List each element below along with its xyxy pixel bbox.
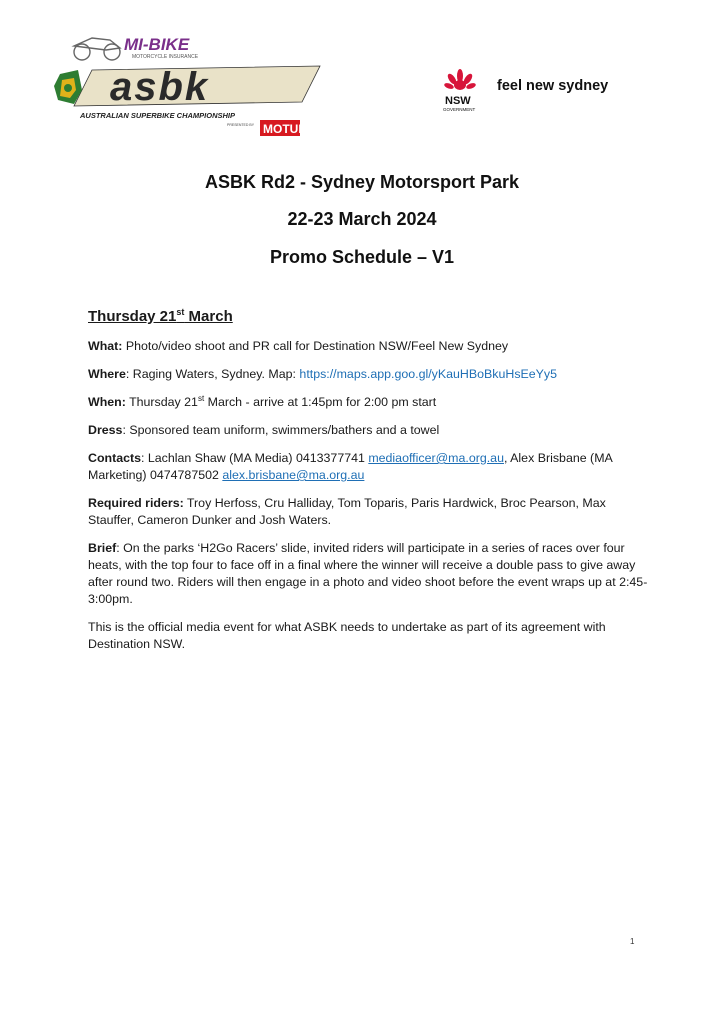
section-heading-thursday: Thursday 21st March bbox=[88, 307, 233, 325]
contacts-paragraph: Contacts: Lachlan Shaw (MA Media) 0413377741 mediaofficer@ma.org.au, Alex Brisbane (MA Marketing) 0474787502 alex.brisbane@ma.org.au bbox=[88, 451, 613, 482]
media-email-link[interactable]: mediaofficer@ma.org.au bbox=[368, 451, 504, 465]
asbk-logo bbox=[52, 30, 322, 142]
mibike-wordmark: MI-BIKE bbox=[124, 35, 190, 54]
map-link[interactable]: https://maps.app.goo.gl/yKauHBoBkuHsEeYy5 bbox=[299, 367, 558, 381]
motul-logo: MOTUL bbox=[263, 122, 306, 136]
title-schedule: Promo Schedule – V1 bbox=[269, 247, 455, 267]
what-paragraph: What: Photo/video shoot and PR call for Destination NSW/Feel New Sydney bbox=[88, 339, 509, 353]
waratah-icon bbox=[443, 69, 476, 90]
when-paragraph: When: Thursday 21st March - arrive at 1:45pm for 2:00 pm start bbox=[88, 393, 437, 409]
note-paragraph: This is the official media event for what ASBK needs to undertake as part of its agreement with Destination NSW. bbox=[88, 620, 606, 651]
asbk-tagline: AUSTRALIAN SUPERBIKE CHAMPIONSHIP bbox=[80, 111, 236, 120]
dress-paragraph: Dress: Sponsored team uniform, swimmers/bathers and a towel bbox=[88, 423, 440, 437]
schedule-content bbox=[88, 308, 648, 664]
asbk-wordmark: asbk bbox=[110, 65, 210, 109]
riders-paragraph: Required riders: Troy Herfoss, Cru Halliday, Tom Toparis, Paris Hardwick, Broc Pearson, Max Stauffer, Cameron Dunker and Josh Waters. bbox=[88, 496, 606, 527]
page-number: 1 bbox=[630, 937, 635, 946]
svg-text:MOTORCYCLE INSURANCE: MOTORCYCLE INSURANCE bbox=[132, 54, 199, 60]
where-paragraph: Where: Raging Waters, Sydney. Map: https://maps.app.goo.gl/yKauHBoBkuHsEeYy5 bbox=[88, 367, 558, 381]
motorcycle-icon bbox=[74, 38, 120, 60]
svg-text:PRESENTED BY: PRESENTED BY bbox=[227, 123, 255, 127]
title-dates: 22-23 March 2024 bbox=[287, 209, 437, 229]
document-titles bbox=[0, 172, 724, 268]
nsw-government-logo bbox=[440, 66, 480, 116]
svg-text:NSW: NSW bbox=[445, 95, 471, 107]
svg-text:feel new sydney: feel new sydney bbox=[497, 78, 609, 94]
svg-text:GOVERNMENT: GOVERNMENT bbox=[443, 107, 476, 112]
title-event: ASBK Rd2 - Sydney Motorsport Park bbox=[204, 172, 520, 192]
marketing-email-link[interactable]: alex.brisbane@ma.org.au bbox=[222, 468, 365, 482]
feel-new-sydney-logo bbox=[497, 74, 612, 96]
brief-paragraph: Brief: On the parks ‘H2Go Racers’ slide, invited riders will participate in a series of races over four heats, with the top four to face off in a final where the winner will receive a double pass to give away after round two. Riders will then engage in a photo and video shoot before the event wraps up at 2:45-3:00pm. bbox=[88, 541, 648, 606]
